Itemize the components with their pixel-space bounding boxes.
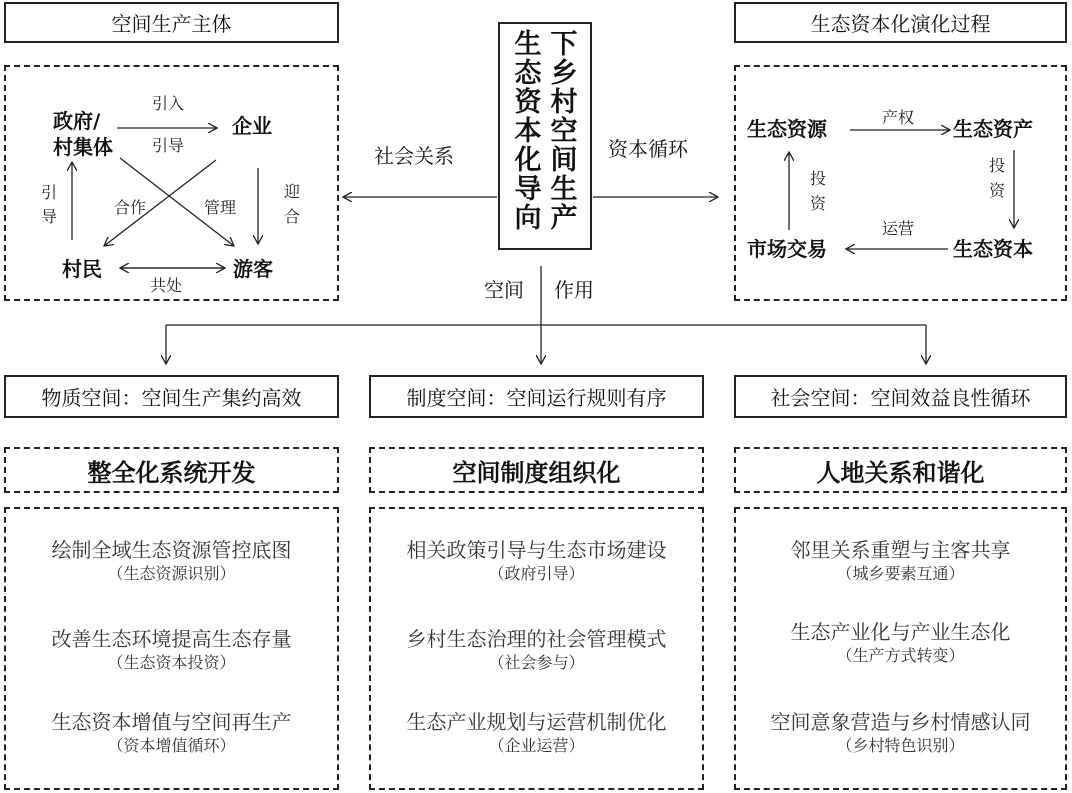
label-cater-2: 合 bbox=[284, 207, 301, 226]
label-cooperate: 合作 bbox=[114, 198, 147, 217]
institution-space-box bbox=[369, 375, 704, 418]
detail-3-2-main: 生态产业化与产业生态化 bbox=[790, 620, 1011, 644]
detail-1-2 bbox=[6, 626, 337, 674]
node-eco-asset: 生态资产 bbox=[953, 117, 1033, 141]
detail-panel-2 bbox=[369, 507, 704, 790]
detail-3-3-sub: （乡村特色识别） bbox=[836, 736, 965, 755]
node-tourist: 游客 bbox=[233, 257, 273, 281]
social-relation-label: 社会关系 bbox=[374, 144, 454, 168]
label-guide-top: 引导 bbox=[152, 136, 185, 155]
node-villager: 村民 bbox=[62, 257, 102, 281]
detail-3-2-sub: （生产方式转变） bbox=[836, 646, 965, 665]
detail-2-1 bbox=[371, 537, 702, 585]
detail-2-1-sub: （政府引导） bbox=[488, 564, 585, 583]
label-coexist: 共处 bbox=[150, 276, 183, 295]
label-invest-left-2: 资 bbox=[810, 194, 827, 213]
detail-3-1 bbox=[736, 537, 1065, 585]
node-eco-capital: 生态资本 bbox=[953, 237, 1033, 261]
detail-1-2-sub: （生态资本投资） bbox=[107, 653, 236, 672]
detail-3-3-main: 空间意象营造与乡村情感认同 bbox=[770, 710, 1031, 734]
detail-1-2-main: 改善生态环境提高生态存量 bbox=[51, 627, 292, 651]
label-invest-right-2: 资 bbox=[989, 181, 1006, 200]
detail-3-1-sub: （城乡要素互通） bbox=[836, 564, 965, 583]
subjects-title-text: 空间生产主体 bbox=[111, 12, 232, 36]
strategy-title-2-text: 空间制度组织化 bbox=[452, 457, 621, 487]
strategy-title-1-text: 整全化系统开发 bbox=[87, 457, 256, 487]
detail-1-1-main: 绘制全域生态资源管控底图 bbox=[51, 538, 292, 562]
institution-space-text: 制度空间：空间运行规则有序 bbox=[406, 386, 667, 410]
center-title-col2: 下乡村空间生产 bbox=[550, 29, 578, 234]
node-enterprise: 企业 bbox=[232, 114, 272, 138]
material-space-text: 物质空间：空间生产集约高效 bbox=[41, 386, 302, 410]
subjects-title bbox=[4, 2, 339, 43]
detail-2-1-main: 相关政策引导与生态市场建设 bbox=[406, 538, 667, 562]
detail-3-3 bbox=[736, 709, 1065, 757]
detail-2-2 bbox=[371, 626, 702, 674]
effect-label: 作用 bbox=[554, 278, 594, 302]
detail-panel-1 bbox=[4, 507, 339, 790]
detail-2-3 bbox=[371, 709, 702, 757]
process-panel bbox=[734, 65, 1067, 301]
social-space-box bbox=[734, 375, 1067, 418]
center-title-col1: 生态资本化导向 bbox=[514, 29, 542, 234]
detail-1-3-sub: （资本增值循环） bbox=[107, 736, 236, 755]
material-space-box bbox=[4, 375, 339, 418]
label-invest-left-1: 投 bbox=[810, 169, 827, 188]
social-space-text: 社会空间：空间效益良性循环 bbox=[770, 386, 1031, 410]
label-cater-1: 迎 bbox=[284, 182, 301, 201]
strategy-title-3-text: 人地关系和谐化 bbox=[816, 457, 985, 487]
detail-1-1 bbox=[6, 537, 337, 585]
strategy-title-3 bbox=[734, 447, 1067, 493]
node-government bbox=[53, 108, 113, 160]
detail-3-1-main: 邻里关系重塑与主客共享 bbox=[790, 538, 1011, 562]
label-operate: 运营 bbox=[882, 219, 915, 238]
node-eco-resource: 生态资源 bbox=[747, 117, 827, 141]
detail-2-3-sub: （企业运营） bbox=[488, 736, 585, 755]
space-label: 空间 bbox=[484, 278, 524, 302]
detail-1-3 bbox=[6, 709, 337, 757]
label-invest-right-1: 投 bbox=[989, 156, 1006, 175]
detail-2-2-main: 乡村生态治理的社会管理模式 bbox=[406, 627, 667, 651]
node-government-line1: 政府/ bbox=[53, 109, 101, 133]
node-government-line2: 村集体 bbox=[53, 135, 113, 159]
detail-1-3-main: 生态资本增值与空间再生产 bbox=[51, 710, 292, 734]
center-title-box bbox=[498, 22, 592, 250]
detail-panel-3 bbox=[734, 507, 1067, 790]
label-introduce: 引入 bbox=[152, 94, 185, 113]
detail-2-3-main: 生态产业规划与运营机制优化 bbox=[406, 710, 667, 734]
capital-cycle-label: 资本循环 bbox=[608, 137, 688, 161]
strategy-title-1 bbox=[4, 447, 339, 493]
process-title-text: 生态资本化演化过程 bbox=[810, 12, 991, 36]
label-guide-left-1: 引 bbox=[41, 183, 58, 202]
process-title bbox=[734, 2, 1067, 43]
node-market-trade: 市场交易 bbox=[747, 237, 827, 261]
label-guide-left-2: 导 bbox=[41, 207, 58, 226]
detail-3-2 bbox=[736, 619, 1065, 667]
strategy-title-2 bbox=[369, 447, 704, 493]
label-property: 产权 bbox=[882, 108, 915, 127]
label-manage: 管理 bbox=[204, 198, 237, 217]
detail-1-1-sub: （生态资源识别） bbox=[107, 564, 236, 583]
detail-2-2-sub: （社会参与） bbox=[488, 653, 585, 672]
